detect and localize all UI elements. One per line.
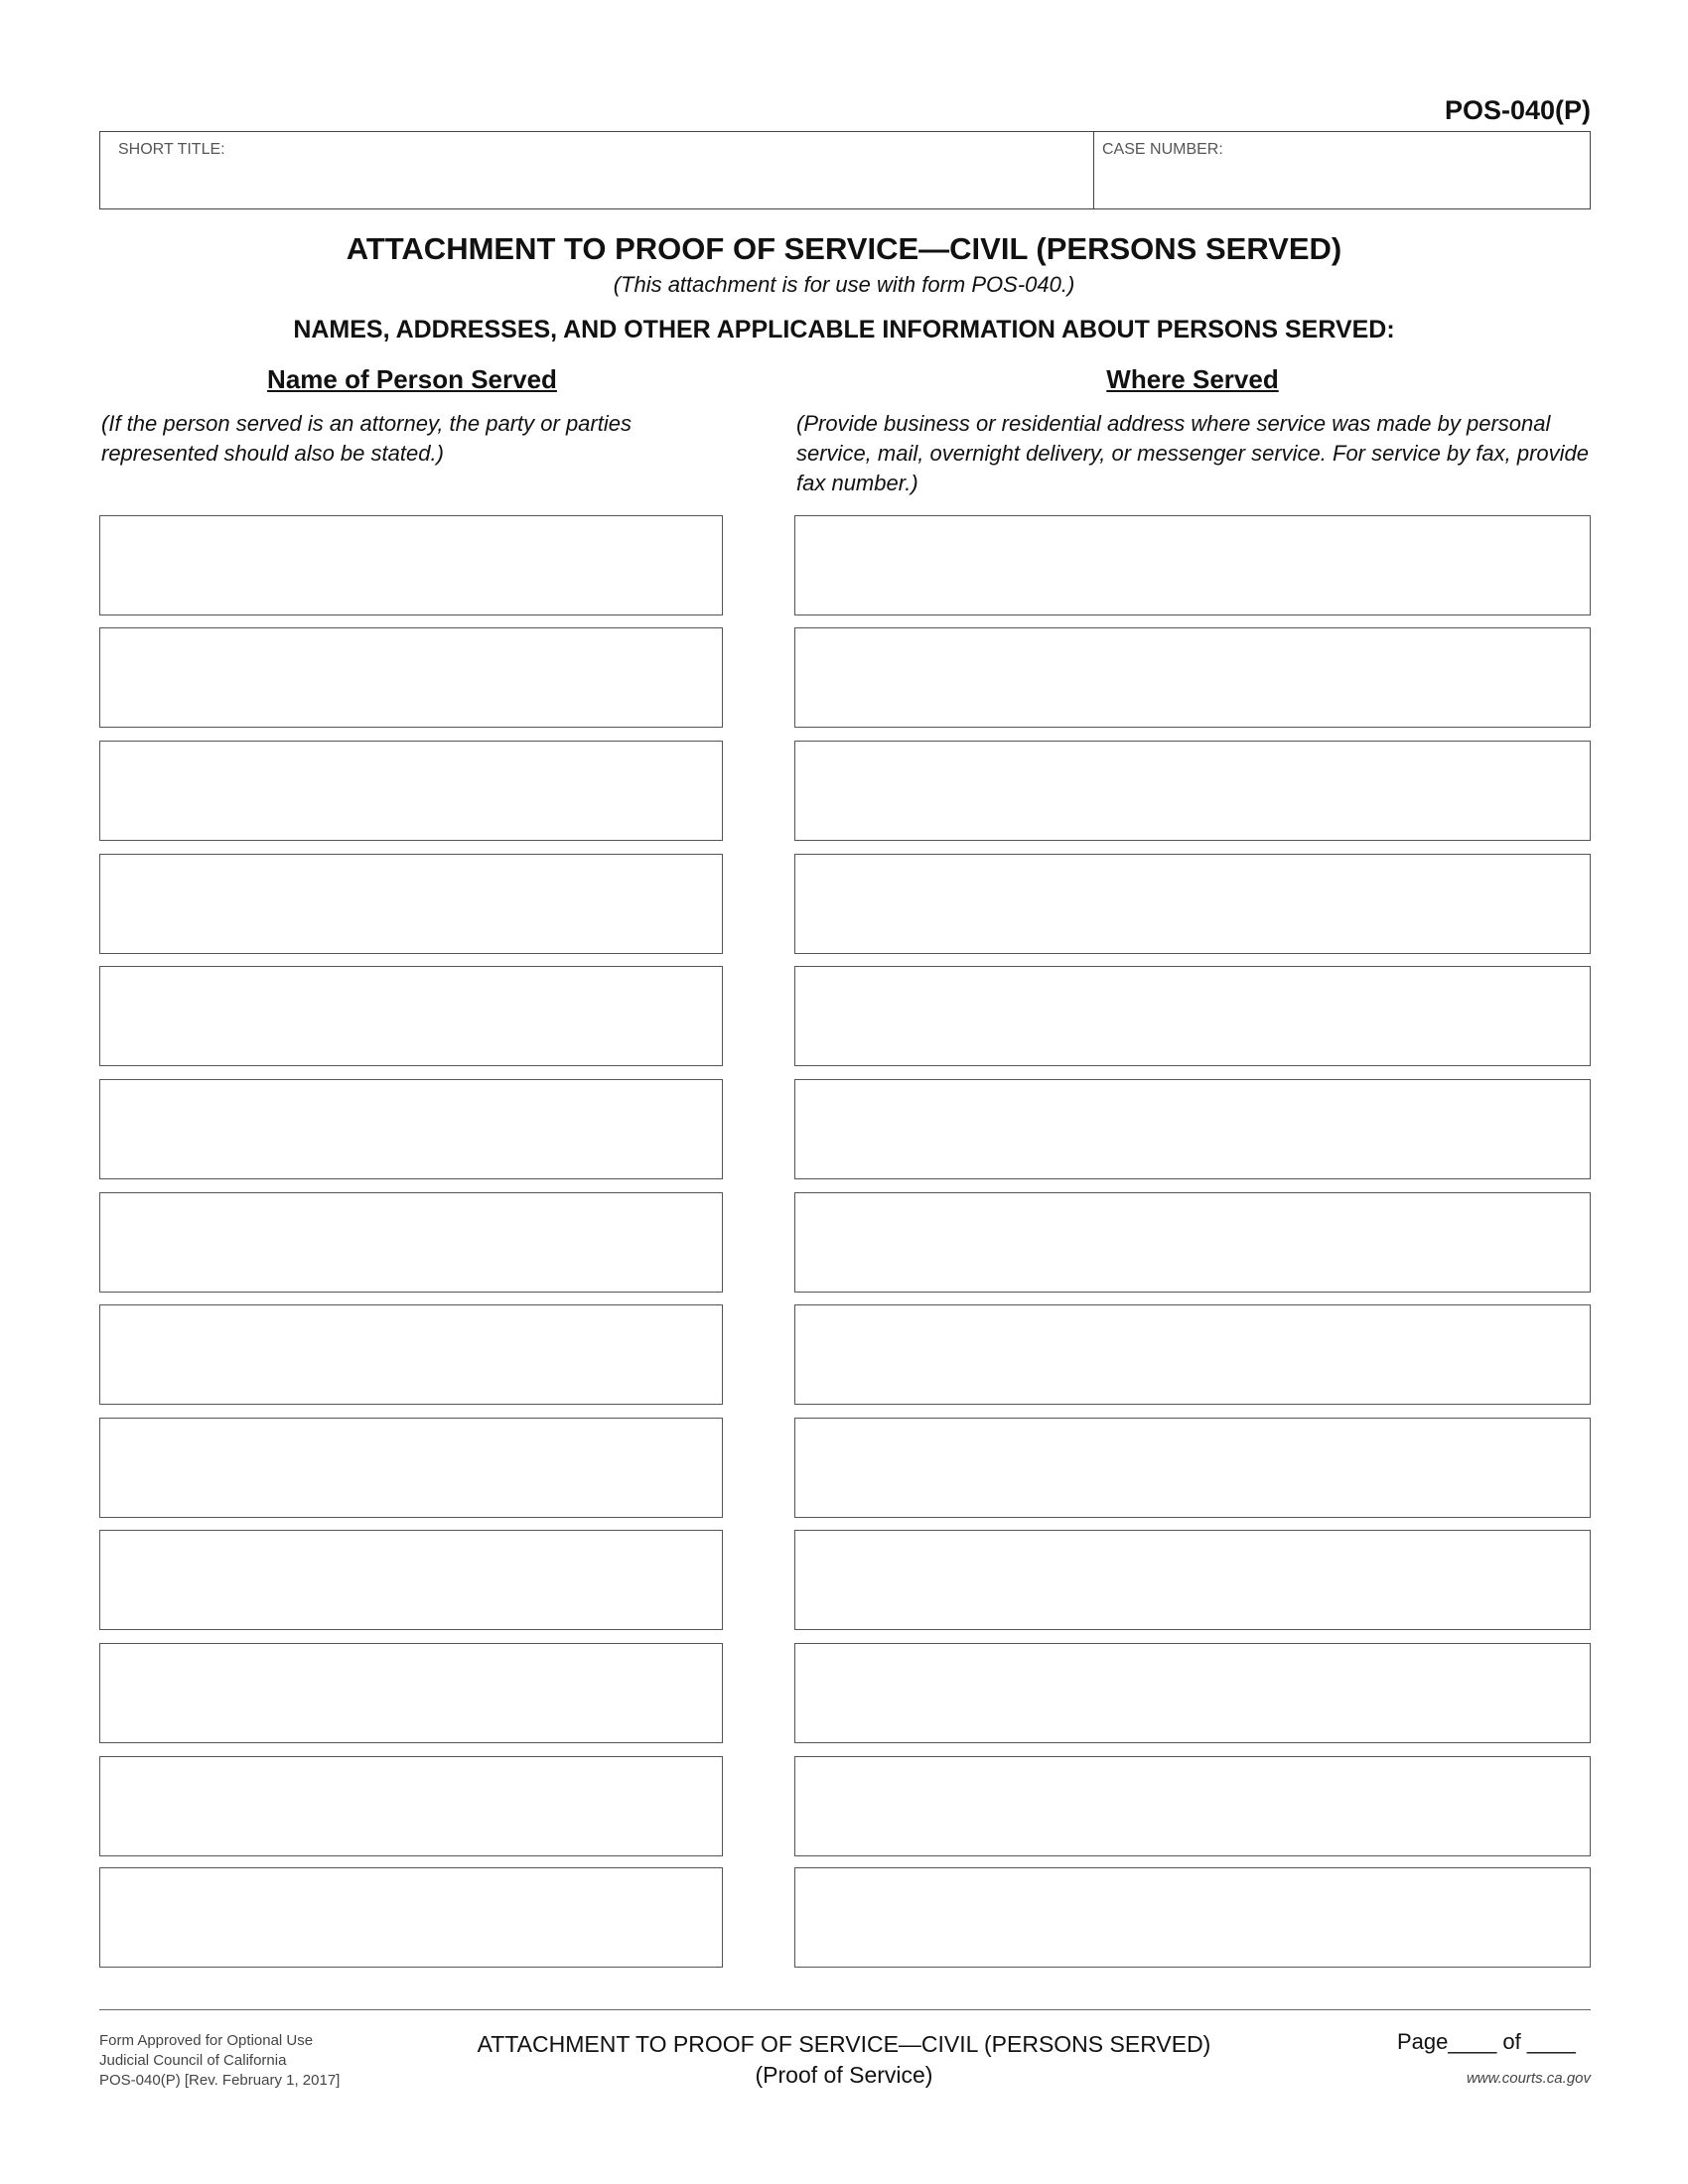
case-number-field[interactable]	[1094, 132, 1590, 208]
name-column-heading: Name of Person Served	[267, 364, 557, 394]
where-served-field-9[interactable]	[794, 1418, 1591, 1518]
case-number-label: CASE NUMBER:	[1102, 141, 1223, 158]
where-served-field-13[interactable]	[794, 1867, 1591, 1968]
footer-title	[397, 2029, 1291, 2091]
footer-divider	[99, 2009, 1591, 2010]
name-field-1[interactable]	[99, 515, 723, 615]
name-field-4[interactable]	[99, 854, 723, 954]
name-field-2[interactable]	[99, 627, 723, 728]
short-title-field[interactable]	[100, 132, 1094, 208]
name-column-note: (If the person served is an attorney, the party or parties represented should also be stated.)	[101, 411, 632, 466]
where-served-field-5[interactable]	[794, 966, 1591, 1066]
where-column-heading: Where Served	[1106, 364, 1279, 394]
form-title: ATTACHMENT TO PROOF OF SERVICE—CIVIL (PERSONS SERVED)	[346, 231, 1342, 266]
footer-approval-text: Form Approved for Optional Use	[99, 2032, 314, 2049]
where-served-field-11[interactable]	[794, 1643, 1591, 1743]
short-title-label: SHORT TITLE:	[118, 141, 225, 158]
where-served-field-6[interactable]	[794, 1079, 1591, 1179]
footer-form-info	[99, 2031, 340, 2091]
name-field-10[interactable]	[99, 1530, 723, 1630]
where-served-field-1[interactable]	[794, 515, 1591, 615]
form-number: POS-040(P)	[1444, 95, 1591, 125]
where-served-field-2[interactable]	[794, 627, 1591, 728]
page-number-field[interactable]: Page____ of ____	[1397, 2029, 1576, 2054]
where-served-field-10[interactable]	[794, 1530, 1591, 1630]
where-served-field-3[interactable]	[794, 741, 1591, 841]
where-served-field-8[interactable]	[794, 1304, 1591, 1405]
name-field-3[interactable]	[99, 741, 723, 841]
name-field-7[interactable]	[99, 1192, 723, 1293]
caption-box	[99, 131, 1591, 209]
name-field-6[interactable]	[99, 1079, 723, 1179]
name-field-9[interactable]	[99, 1418, 723, 1518]
footer-url: www.courts.ca.gov	[1466, 2070, 1591, 2087]
where-column-note: (Provide business or residential address where service was made by personal service, mail, overnight delivery, or messenger service. For service by fax, provide fax number.)	[796, 411, 1589, 495]
section-heading: NAMES, ADDRESSES, AND OTHER APPLICABLE INFORMATION ABOUT PERSONS SERVED:	[293, 316, 1395, 343]
form-subtitle: (This attachment is for use with form POS-040.)	[613, 272, 1075, 297]
where-served-field-12[interactable]	[794, 1756, 1591, 1856]
name-field-8[interactable]	[99, 1304, 723, 1405]
footer-council-text: Judicial Council of California	[99, 2052, 287, 2069]
footer-subtitle-line: (Proof of Service)	[755, 2062, 933, 2088]
name-field-13[interactable]	[99, 1867, 723, 1968]
name-field-12[interactable]	[99, 1756, 723, 1856]
footer-title-line: ATTACHMENT TO PROOF OF SERVICE—CIVIL (PERSONS SERVED)	[477, 2031, 1211, 2057]
where-served-field-7[interactable]	[794, 1192, 1591, 1293]
where-served-field-4[interactable]	[794, 854, 1591, 954]
name-field-11[interactable]	[99, 1643, 723, 1743]
footer-revision-text: POS-040(P) [Rev. February 1, 2017]	[99, 2072, 341, 2089]
name-field-5[interactable]	[99, 966, 723, 1066]
